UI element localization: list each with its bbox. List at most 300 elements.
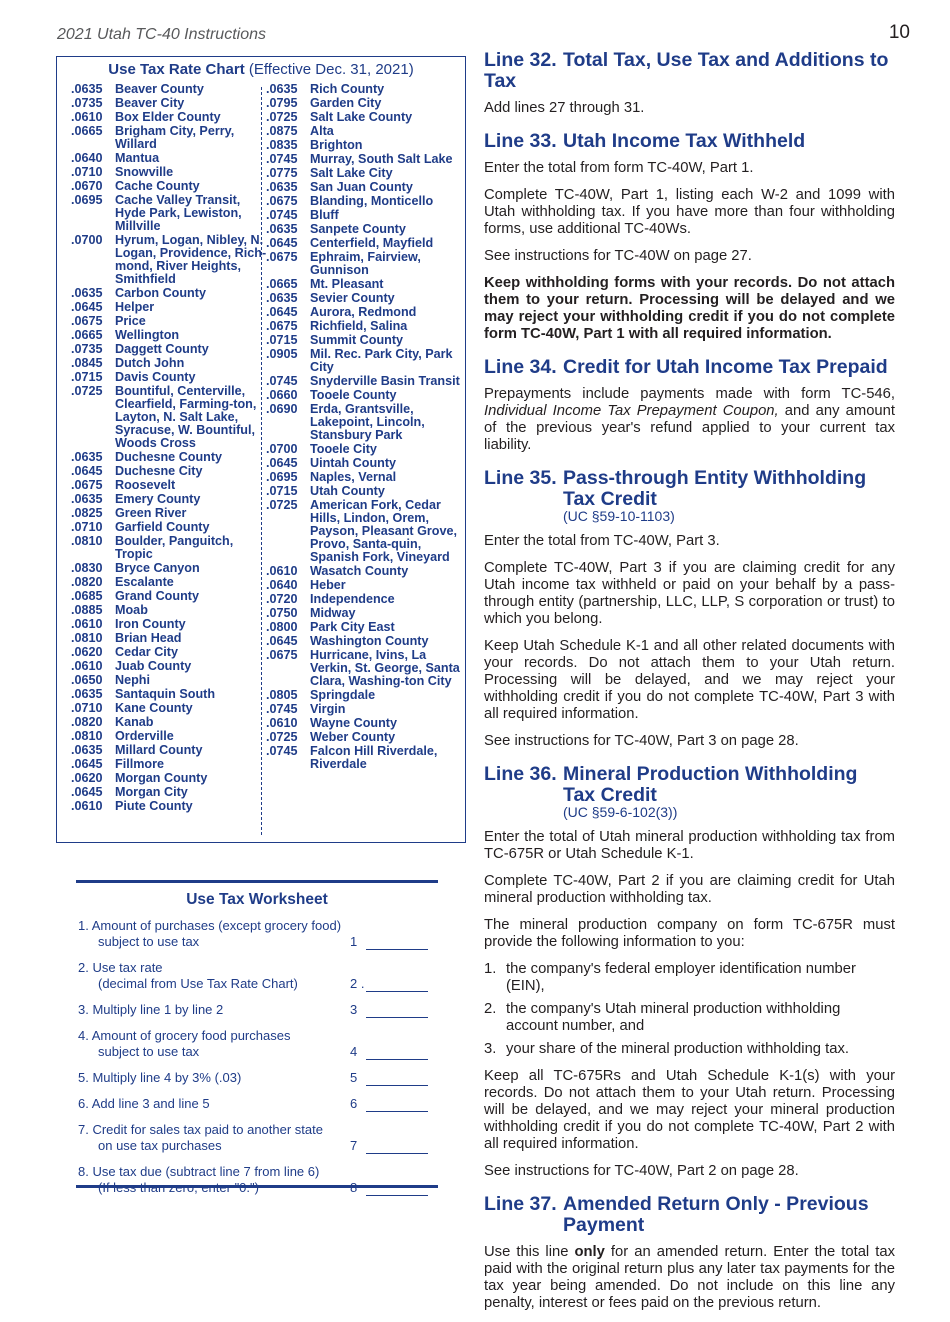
- line-36-text-2: Complete TC-40W, Part 2 if you are claiming credit for Utah mineral production withholding tax.: [484, 873, 895, 906]
- rate-row: [71, 744, 267, 757]
- rate-row: [71, 786, 267, 799]
- line-32-text: Add lines 27 through 31.: [484, 100, 645, 116]
- rate-value: .0665: [71, 328, 103, 342]
- rate-row: [71, 287, 267, 300]
- line-34-heading: Line 34. Credit for Utah Income Tax Prepaid: [484, 356, 888, 378]
- rate-row: [71, 315, 267, 328]
- rate-location: Duchesne County: [115, 450, 223, 464]
- rate-row: [71, 371, 267, 384]
- rate-value: .0635: [71, 492, 103, 506]
- rate-row: [266, 389, 464, 402]
- worksheet-line-label: [76, 1028, 350, 1060]
- rate-row: [266, 167, 464, 180]
- line-35-heading: Line 35. Pass-through Entity Withholding Tax Credit: [484, 467, 867, 510]
- worksheet-line-label: [76, 1122, 350, 1154]
- rate-location: Park City East: [310, 620, 395, 634]
- rate-location: Falcon Hill Riverdale, Riverdale: [310, 744, 438, 771]
- rate-location: Emery County: [115, 492, 201, 506]
- worksheet-line-text: 6. Add line 3 and line 5: [78, 1096, 210, 1111]
- rate-row: [71, 180, 267, 193]
- rate-row: [266, 209, 464, 222]
- rate-value: .0645: [71, 464, 103, 478]
- worksheet-line-number: 5: [350, 1070, 358, 1085]
- worksheet-entry-blank[interactable]: [366, 1141, 428, 1154]
- page-number: 10: [888, 22, 910, 43]
- rate-row: [71, 590, 267, 603]
- rate-value: .0725: [71, 384, 103, 398]
- rate-row: [71, 702, 267, 715]
- rate-location: Dutch John: [115, 356, 185, 370]
- rate-location: Juab County: [115, 659, 192, 673]
- line-33-text-1: Enter the total from form TC-40W, Part 1.: [484, 160, 754, 176]
- worksheet-line-label: [76, 918, 350, 950]
- rate-value: .0810: [71, 729, 103, 743]
- rate-value: .0710: [71, 701, 103, 715]
- rate-row: [71, 646, 267, 659]
- rate-row: [266, 139, 464, 152]
- line-37-heading: Line 37. Amended Return Only - Previous Payment: [484, 1193, 869, 1236]
- rate-location: Naples, Vernal: [310, 470, 397, 484]
- rate-row: [266, 292, 464, 305]
- rate-row: [266, 278, 464, 291]
- rate-row: [71, 385, 267, 450]
- rate-value: .0845: [71, 356, 103, 370]
- rate-location: Tooele County: [310, 388, 397, 402]
- rate-value: .0820: [71, 715, 103, 729]
- worksheet-line-label: [76, 1070, 350, 1086]
- rate-location: Cedar City: [115, 645, 178, 659]
- rate-location: Nephi: [115, 673, 150, 687]
- line-36-text-5: See instructions for TC-40W, Part 2 on page 28.: [484, 1163, 799, 1179]
- rate-location: Midway: [310, 606, 356, 620]
- line-36-text-1: Enter the total of Utah mineral production withholding tax from TC-675R or Utah Schedule K-1.: [484, 829, 895, 862]
- rate-value: .0610: [266, 564, 298, 578]
- rate-location: Box Elder County: [115, 110, 221, 124]
- rate-value: .0645: [71, 300, 103, 314]
- worksheet-entry-blank[interactable]: [366, 1073, 428, 1086]
- worksheet-line-text: 7. Credit for sales tax paid to another state: [78, 1122, 323, 1137]
- rate-value: .0685: [71, 589, 103, 603]
- worksheet-line-text: 2. Use tax rate: [78, 960, 163, 975]
- rate-row: [266, 703, 464, 716]
- rate-location: Snowville: [115, 165, 174, 179]
- rate-row: [266, 348, 464, 374]
- rate-row: [71, 730, 267, 743]
- rate-value: .0695: [266, 470, 298, 484]
- worksheet-line-text: 5. Multiply line 4 by 3% (.03): [78, 1070, 242, 1085]
- worksheet-line-number: 2 .: [350, 976, 365, 991]
- rate-row: [71, 493, 267, 506]
- rate-row: [266, 457, 464, 470]
- rate-row: [71, 83, 267, 96]
- rate-location: Escalante: [115, 575, 174, 589]
- rate-location: Centerfield, Mayfield: [310, 236, 434, 250]
- worksheet-line-label: [76, 960, 350, 992]
- rate-value: .0795: [266, 96, 298, 110]
- rate-location: Mantua: [115, 151, 160, 165]
- rate-location: Brian Head: [115, 631, 182, 645]
- rate-value: .0745: [266, 374, 298, 388]
- rate-location: Green River: [115, 506, 187, 520]
- rate-value: .0735: [71, 342, 103, 356]
- rate-location: Mt. Pleasant: [310, 277, 384, 291]
- rate-value: .0725: [266, 498, 298, 512]
- rate-value: .0665: [266, 277, 298, 291]
- rate-row: [266, 607, 464, 620]
- rate-value: .0675: [266, 648, 298, 662]
- use-tax-rate-chart: [56, 56, 466, 843]
- rate-value: .0635: [266, 180, 298, 194]
- rate-row: [266, 111, 464, 124]
- rate-value: .0835: [266, 138, 298, 152]
- rate-row: [266, 251, 464, 277]
- rate-value: .0710: [71, 520, 103, 534]
- line-35-text-2: Complete TC-40W, Part 3 if you are claiming credit for any Utah income tax withheld or paid on your behalf by a pass-through entity (partnership, LLC, LLP, S corporation or trust) to which you belong.: [484, 560, 895, 627]
- rate-value: .0745: [266, 152, 298, 166]
- rate-location: Sevier County: [310, 291, 395, 305]
- worksheet-line-text: 1. Amount of purchases (except grocery food): [78, 918, 342, 933]
- worksheet-line-subtext: on use tax purchases: [98, 1138, 222, 1153]
- rate-value: .0800: [266, 620, 298, 634]
- line-35-text-4: See instructions for TC-40W, Part 3 on page 28.: [484, 733, 799, 749]
- rate-location: Morgan County: [115, 771, 208, 785]
- line-35-text-3: Keep Utah Schedule K-1 and all other related documents with your records. Do not attach them to your Utah return. Processing will be delayed, and we may reject your withholding credit if you do not complete TC-40W, Part 3 with all required information.: [484, 638, 895, 722]
- worksheet-line-subtext: (decimal from Use Tax Rate Chart): [98, 976, 298, 991]
- rate-row: [266, 181, 464, 194]
- rate-row: [266, 731, 464, 744]
- rate-location: San Juan County: [310, 180, 413, 194]
- worksheet-line-number: 7: [350, 1138, 358, 1153]
- rate-value: .0635: [71, 450, 103, 464]
- rate-value: .0675: [266, 250, 298, 264]
- rate-location: Wasatch County: [310, 564, 409, 578]
- worksheet-line-label: [76, 1164, 350, 1196]
- rate-location: Garfield County: [115, 520, 210, 534]
- rate-value: .0745: [266, 744, 298, 758]
- worksheet-line-label: [76, 1096, 350, 1112]
- rate-location: Beaver City: [115, 96, 185, 110]
- rate-location: Bluff: [310, 208, 339, 222]
- rate-chart-title: Use Tax Rate Chart (Effective Dec. 31, 2021): [108, 61, 414, 78]
- rate-location: Hyrum, Logan, Nibley, N. Logan, Providence, Rich-mond, River Heights, Smithfield: [115, 233, 267, 286]
- rate-value: .0645: [266, 634, 298, 648]
- worksheet-line-number: 3: [350, 1002, 358, 1017]
- rate-row: [71, 329, 267, 342]
- rate-row: [266, 649, 464, 688]
- rate-location: Murray, South Salt Lake: [310, 152, 453, 166]
- list-item: 2. the company's Utah mineral production withholding account number, and: [484, 1001, 841, 1034]
- rate-value: .0645: [266, 236, 298, 250]
- rate-location: Brighton: [310, 138, 363, 152]
- rate-location: Cache County: [115, 179, 200, 193]
- rate-value: .0875: [266, 124, 298, 138]
- rate-row: [71, 451, 267, 464]
- line-36-citation: (UC §59-6-102(3)): [563, 804, 678, 820]
- rate-value: .0695: [71, 193, 103, 207]
- worksheet-line-number: 4: [350, 1044, 358, 1059]
- rate-row: [266, 125, 464, 138]
- rate-location: Washington County: [310, 634, 429, 648]
- rate-value: .0825: [71, 506, 103, 520]
- rate-location: Virgin: [310, 702, 346, 716]
- line-34-text: Prepayments include payments made with form TC-546, Individual Income Tax Prepayment Coupon, and any amount of the previous year's refund applied to your current tax liability.: [484, 386, 895, 453]
- rate-row: [266, 195, 464, 208]
- rate-row: [71, 562, 267, 575]
- worksheet-line-4: [76, 1028, 438, 1060]
- rate-row: [266, 375, 464, 388]
- rate-value: .0905: [266, 347, 298, 361]
- rate-location: Springdale: [310, 688, 376, 702]
- rate-value: .0710: [71, 165, 103, 179]
- worksheet-line-text: 8. Use tax due (subtract line 7 from line 6): [78, 1164, 320, 1179]
- rate-row: [266, 717, 464, 730]
- rate-row: [71, 97, 267, 110]
- rate-value: .0635: [71, 743, 103, 757]
- rate-value: .0610: [71, 110, 103, 124]
- rate-row: [71, 674, 267, 687]
- line-37-text: Use this line only for an amended return. Enter the total tax paid with the original return plus any later tax payments for the tax year being amended. Do not include on this line any penalty, interest or fees paid on the previous return.: [484, 1244, 895, 1311]
- rate-value: .0830: [71, 561, 103, 575]
- rate-value: .0610: [71, 659, 103, 673]
- worksheet-line-number: 6: [350, 1096, 358, 1111]
- rate-row: [266, 443, 464, 456]
- worksheet-line-text: 4. Amount of grocery food purchases: [78, 1028, 291, 1043]
- rate-row: [71, 357, 267, 370]
- rate-value: .0650: [71, 673, 103, 687]
- rate-value: .0810: [71, 631, 103, 645]
- worksheet-entry-blank[interactable]: [366, 1099, 428, 1112]
- rate-row: [266, 97, 464, 110]
- rate-chart-right-column: [266, 83, 464, 772]
- rate-value: .0670: [71, 179, 103, 193]
- rate-row: [71, 800, 267, 813]
- rate-row: [71, 465, 267, 478]
- rate-value: .0745: [266, 702, 298, 716]
- rate-location: Kane County: [115, 701, 193, 715]
- rate-value: .0610: [71, 617, 103, 631]
- page-header-title: 2021 Utah TC-40 Instructions: [57, 26, 266, 43]
- rate-row: [71, 618, 267, 631]
- rate-value: .0715: [71, 370, 103, 384]
- rate-row: [266, 499, 464, 564]
- rate-row: [71, 604, 267, 617]
- rate-row: [266, 621, 464, 634]
- rate-row: [71, 343, 267, 356]
- rate-location: Blanding, Monticello: [310, 194, 434, 208]
- rate-location: Summit County: [310, 333, 404, 347]
- rate-location: Carbon County: [115, 286, 206, 300]
- rate-location: Davis County: [115, 370, 196, 384]
- worksheet-title: Use Tax Worksheet: [186, 891, 328, 908]
- rate-location: Garden City: [310, 96, 382, 110]
- worksheet-entry-blank[interactable]: [366, 937, 428, 950]
- rate-row: [266, 579, 464, 592]
- line-36-text-4: Keep all TC-675Rs and Utah Schedule K-1(s) with your records. Do not attach them to your Utah return. Processing will be delayed, and we may reject your mineral production withholding credit if you do not complete TC-40W, Part 2 with all required information.: [484, 1068, 895, 1152]
- rate-location: Erda, Grantsville, Lakepoint, Lincoln, Stansbury Park: [310, 402, 425, 442]
- worksheet-entry-blank[interactable]: [366, 1047, 428, 1060]
- rate-location: Salt Lake County: [310, 110, 413, 124]
- worksheet-line-subtext: subject to use tax: [98, 934, 200, 949]
- use-tax-worksheet: [76, 880, 438, 1195]
- rate-location: Bryce Canyon: [115, 561, 200, 575]
- line-33-heading: Line 33. Utah Income Tax Withheld: [484, 130, 806, 152]
- rate-row: [71, 772, 267, 785]
- rate-location: Rich County: [310, 82, 385, 96]
- rate-location: Hurricane, Ivins, La Verkin, St. George, Santa Clara, Washing-ton City: [310, 648, 460, 688]
- worksheet-line-7: [76, 1122, 438, 1154]
- rate-location: Mil. Rec. Park City, Park City: [310, 347, 453, 374]
- rate-value: .0690: [266, 402, 298, 416]
- worksheet-line-6: [76, 1096, 438, 1112]
- rate-value: .0675: [266, 194, 298, 208]
- rate-row: [266, 403, 464, 442]
- rate-location: Bountiful, Centerville, Clearfield, Farming-ton, Layton, N. Salt Lake, Syracuse, W. Bountiful, Woods Cross: [115, 384, 257, 450]
- rate-value: .0660: [266, 388, 298, 402]
- rate-location: Sanpete County: [310, 222, 406, 236]
- rate-row: [71, 479, 267, 492]
- rate-value: .0675: [71, 314, 103, 328]
- rate-location: Fillmore: [115, 757, 164, 771]
- rate-row: [71, 234, 267, 286]
- rate-value: .0735: [71, 96, 103, 110]
- rate-value: .0810: [71, 534, 103, 548]
- rate-row: [266, 306, 464, 319]
- line-35-text-1: Enter the total from TC-40W, Part 3.: [484, 533, 720, 549]
- rate-row: [71, 632, 267, 645]
- worksheet-line-subtext: subject to use tax: [98, 1044, 200, 1059]
- rate-location: Daggett County: [115, 342, 209, 356]
- rate-row: [71, 301, 267, 314]
- worksheet-line-number: 1: [350, 934, 358, 949]
- list-item: 3. your share of the mineral production withholding tax.: [484, 1041, 849, 1057]
- rate-location: Santaquin South: [115, 687, 216, 701]
- rate-value: .0635: [71, 82, 103, 96]
- rate-value: .0820: [71, 575, 103, 589]
- rate-value: .0665: [71, 124, 103, 138]
- rate-value: .0805: [266, 688, 298, 702]
- rate-value: .0715: [266, 484, 298, 498]
- rate-location: Cache Valley Transit, Hyde Park, Lewiston, Millville: [115, 193, 242, 233]
- rate-row: [71, 152, 267, 165]
- rate-location: Uintah County: [310, 456, 397, 470]
- rate-value: .0700: [266, 442, 298, 456]
- rate-location: Heber: [310, 578, 346, 592]
- rate-row: [71, 194, 267, 233]
- line-36-heading: Line 36. Mineral Production Withholding Tax Credit: [484, 763, 858, 806]
- rate-value: .0675: [266, 319, 298, 333]
- rate-row: [266, 320, 464, 333]
- worksheet-entry-blank[interactable]: [366, 1005, 428, 1018]
- instructions-column: [484, 50, 895, 1322]
- line-32-heading: Line 32. Total Tax, Use Tax and Additions to Tax: [484, 49, 889, 92]
- worksheet-line-5: [76, 1070, 438, 1086]
- worksheet-entry-blank[interactable]: [366, 979, 428, 992]
- rate-row: [71, 507, 267, 520]
- rate-location: Ephraim, Fairview, Gunnison: [310, 250, 421, 277]
- rate-value: .0635: [266, 222, 298, 236]
- rate-row: [71, 688, 267, 701]
- worksheet-line-label: [76, 1002, 350, 1018]
- rate-location: Iron County: [115, 617, 186, 631]
- rate-location: Orderville: [115, 729, 174, 743]
- rate-value: .0645: [266, 456, 298, 470]
- rate-value: .0620: [71, 645, 103, 659]
- rate-value: .0610: [266, 716, 298, 730]
- rate-location: Alta: [310, 124, 334, 138]
- line-33-text-2: Complete TC-40W, Part 1, listing each W-2 and 1099 with Utah withholding tax. If you have more than four withholding forms, use additional TC-40Ws.: [484, 187, 895, 237]
- rate-value: .0715: [266, 333, 298, 347]
- rate-row: [71, 111, 267, 124]
- rate-row: [266, 593, 464, 606]
- rate-value: .0635: [71, 687, 103, 701]
- rate-row: [266, 635, 464, 648]
- line-36-text-3: The mineral production company on form TC-675R must provide the following information to you:: [484, 917, 895, 950]
- rate-location: Salt Lake City: [310, 166, 393, 180]
- rate-row: [71, 758, 267, 771]
- rate-location: Millard County: [115, 743, 203, 757]
- rate-value: .0645: [71, 785, 103, 799]
- rate-row: [266, 689, 464, 702]
- rate-value: .0620: [71, 771, 103, 785]
- rate-location: Grand County: [115, 589, 199, 603]
- rate-value: .0745: [266, 208, 298, 222]
- rate-location: Piute County: [115, 799, 193, 813]
- rate-location: Weber County: [310, 730, 396, 744]
- worksheet-line-text: 3. Multiply line 1 by line 2: [78, 1002, 224, 1017]
- rate-value: .0645: [266, 305, 298, 319]
- rate-location: Price: [115, 314, 146, 328]
- rate-location: Roosevelt: [115, 478, 176, 492]
- rate-value: .0775: [266, 166, 298, 180]
- rate-value: .0635: [266, 82, 298, 96]
- rate-location: Beaver County: [115, 82, 204, 96]
- rate-row: [71, 521, 267, 534]
- rate-value: .0725: [266, 730, 298, 744]
- rate-row: [266, 153, 464, 166]
- rate-value: .0610: [71, 799, 103, 813]
- rate-row: [266, 565, 464, 578]
- rate-location: Richfield, Salina: [310, 319, 408, 333]
- rate-location: Tooele City: [310, 442, 377, 456]
- rate-location: Duchesne City: [115, 464, 203, 478]
- rate-value: .0675: [71, 478, 103, 492]
- worksheet-line-subtext: (If less than zero, enter "0."): [98, 1180, 259, 1195]
- rate-value: .0635: [266, 291, 298, 305]
- rate-location: Boulder, Panguitch, Tropic: [115, 534, 234, 561]
- rate-row: [71, 660, 267, 673]
- worksheet-line-number: 8: [350, 1180, 358, 1195]
- rate-value: .0750: [266, 606, 298, 620]
- rate-row: [71, 166, 267, 179]
- rate-location: Kanab: [115, 715, 154, 729]
- rate-value: .0640: [71, 151, 103, 165]
- rate-location: Utah County: [310, 484, 385, 498]
- rate-row: [266, 745, 464, 771]
- rate-location: Wellington: [115, 328, 180, 342]
- rate-row: [71, 535, 267, 561]
- line-33-warning: Keep withholding forms with your records. Do not attach them to your return. Processing will be delayed and we may reject your withholding credit if you do not complete form TC-40W, Part 1 with all required information.: [484, 275, 895, 342]
- worksheet-entry-blank[interactable]: [366, 1183, 428, 1196]
- line-36-info-list: [484, 961, 895, 1058]
- worksheet-line-1: [76, 918, 438, 950]
- rate-value: .0725: [266, 110, 298, 124]
- rate-location: Helper: [115, 300, 155, 314]
- rate-value: .0635: [71, 286, 103, 300]
- rate-location: Moab: [115, 603, 148, 617]
- line-33-text-3: See instructions for TC-40W on page 27.: [484, 248, 752, 264]
- rate-value: .0645: [71, 757, 103, 771]
- rate-value: .0640: [266, 578, 298, 592]
